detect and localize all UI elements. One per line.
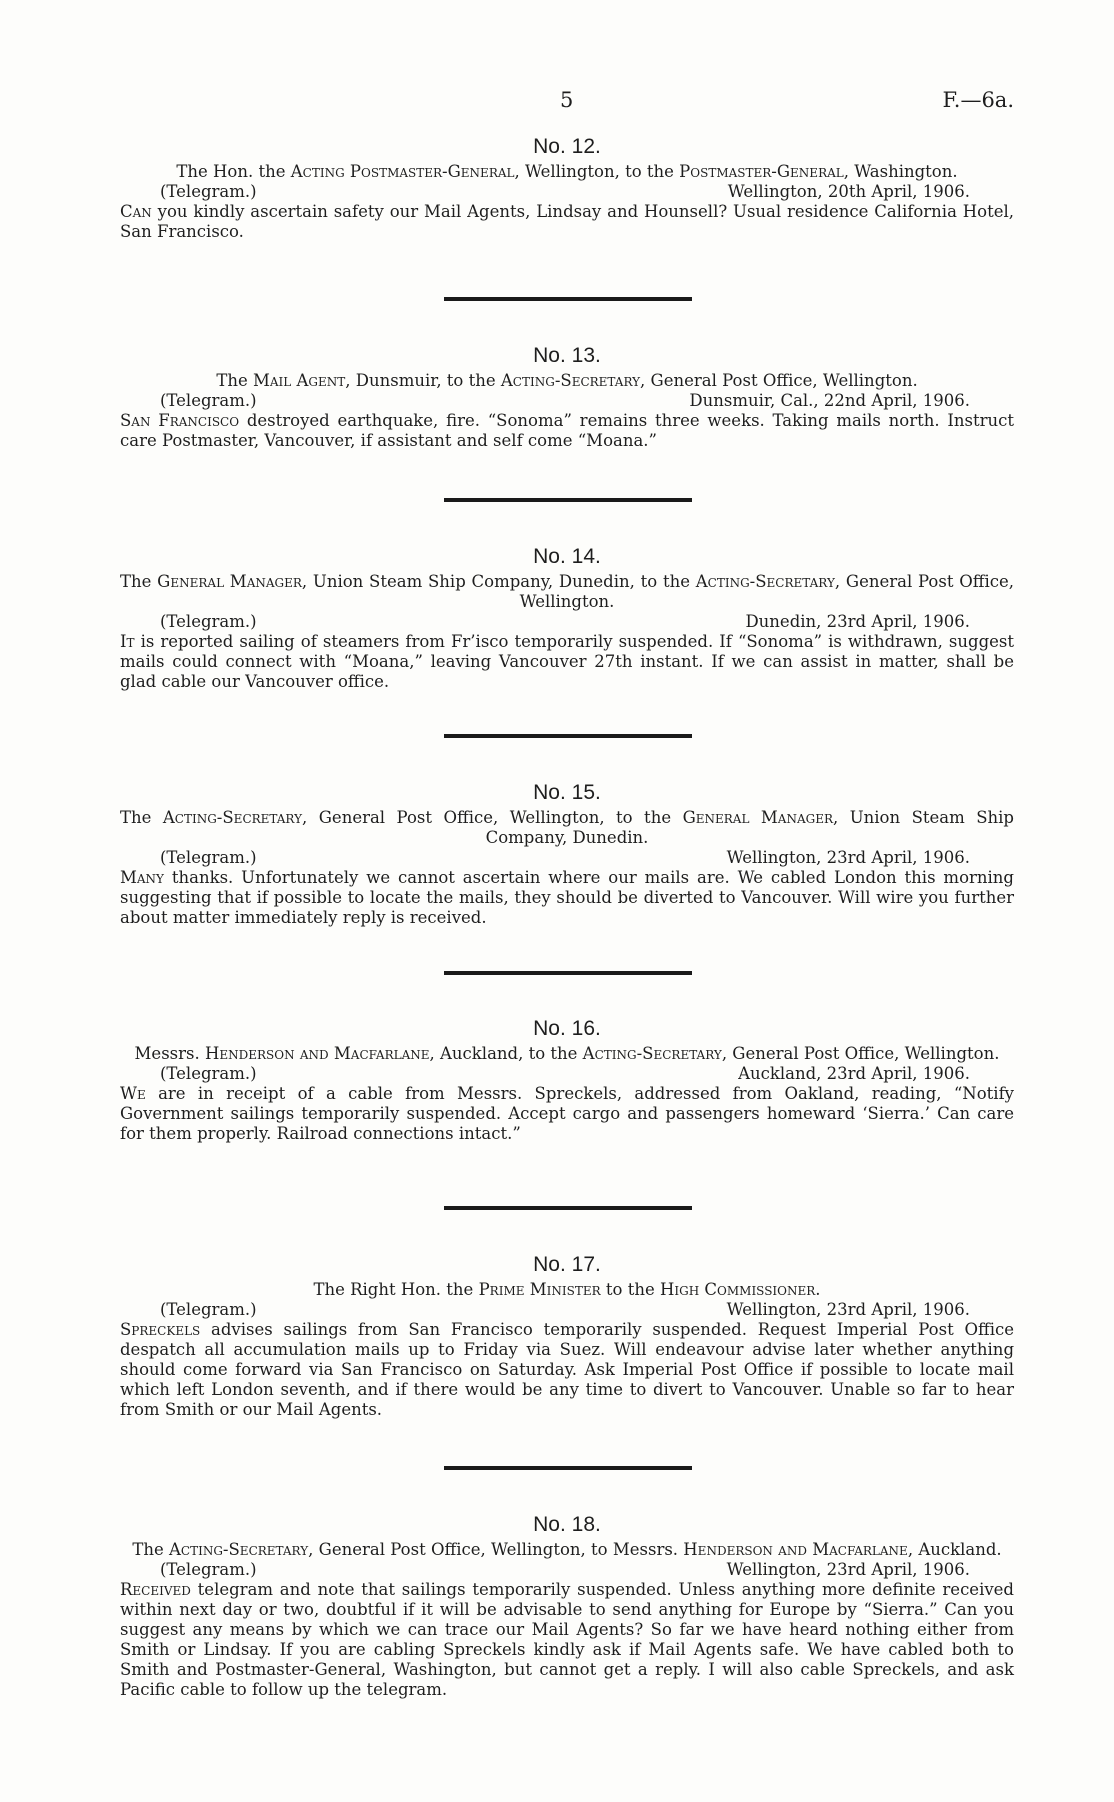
telegram-label: (Telegram.): [160, 612, 257, 631]
telegram-no-16: [120, 1014, 1014, 1144]
place-date: Wellington, 23rd April, 1906.: [726, 1560, 970, 1579]
lead-word: It: [120, 632, 135, 651]
telegram-meta: [120, 612, 1014, 632]
section-divider: [444, 1466, 692, 1470]
page-header: [120, 88, 1014, 118]
section-number: No. 17.: [533, 1253, 601, 1276]
lead-word: Received: [120, 1580, 191, 1599]
telegram-meta: [120, 391, 1014, 411]
section-number: No. 14.: [533, 545, 601, 568]
address-line: The Mail Agent, Dunsmuir, to the Acting-Secretary, General Post Office, Wellington.: [216, 371, 918, 390]
place-date: Dunedin, 23rd April, 1906.: [745, 612, 970, 631]
telegram-label: (Telegram.): [160, 1560, 257, 1579]
address-line: The Hon. the Acting Postmaster-General, Wellington, to the Postmaster-General, Washington.: [176, 162, 958, 181]
telegram-label: (Telegram.): [160, 1064, 257, 1083]
message-text: telegram and note that sailings temporarily suspended. Unless anything more definite received within next day or two, doubtful if it will be advisable to send anything for Europe by “Sierra.” Can you suggest any means by which we can trace our Mail Agents? So far we have heard nothing either from Smith or Lindsay. If you are cabling Spreckels kindly ask if Mail Agents safe. We have cabled both to Smith and Postmaster-General, Washington, but cannot get a reply. I will also cable Spreckels, and ask Pacific cable to follow up the telegram.: [120, 1580, 1014, 1699]
telegram-meta: [120, 1560, 1014, 1580]
place-date: Wellington, 23rd April, 1906.: [726, 1300, 970, 1319]
message-body: [120, 1320, 1014, 1420]
telegram-no-12: [120, 132, 1014, 242]
section-number: No. 13.: [533, 344, 601, 367]
place-date: Wellington, 23rd April, 1906.: [726, 848, 970, 867]
telegram-no-17: [120, 1250, 1014, 1420]
telegram-meta: [120, 1064, 1014, 1084]
section-number: No. 12.: [533, 135, 601, 158]
message-body: [120, 202, 1014, 242]
message-text: is reported sailing of steamers from Fr’isco temporarily suspended. If “Sonoma” is withdrawn, suggest mails could connect with “Moana,” leaving Vancouver 27th instant. If we can assist in matter, shall be glad cable our Vancouver office.: [120, 632, 1014, 691]
lead-word: Many: [120, 868, 164, 887]
telegram-no-15: [120, 778, 1014, 928]
section-divider: [444, 734, 692, 738]
section-number: No. 15.: [533, 781, 601, 804]
telegram-no-18: [120, 1510, 1014, 1700]
document-page: [120, 0, 1014, 1802]
message-body: [120, 1580, 1014, 1700]
message-body: [120, 632, 1014, 692]
place-date: Auckland, 23rd April, 1906.: [738, 1064, 970, 1083]
message-body: [120, 411, 1014, 451]
lead-word: Spreckels: [120, 1320, 201, 1339]
address-line: The General Manager, Union Steam Ship Company, Dunedin, to the Acting-Secretary, General Post Office, Wellington.: [120, 572, 1014, 611]
message-body: [120, 868, 1014, 928]
lead-word: San Francisco: [120, 411, 240, 430]
telegram-meta: [120, 848, 1014, 868]
place-date: Wellington, 20th April, 1906.: [727, 182, 970, 201]
section-divider: [444, 297, 692, 301]
message-text: are in receipt of a cable from Messrs. Spreckels, addressed from Oakland, reading, “Notify Government sailings temporarily suspended. Accept cargo and passengers homeward ‘Sierra.’ Can care for them properly. Railroad connections intact.”: [120, 1084, 1014, 1143]
message-text: advises sailings from San Francisco temporarily suspended. Request Imperial Post Office despatch all accumulation mails up to Friday via Suez. Will endeavour advise later whether anything should come forward via San Francisco on Saturday. Ask Imperial Post Office if possible to locate mail which left London seventh, and if there would be any time to divert to Vancouver. Unable so far to hear from Smith or our Mail Agents.: [120, 1320, 1014, 1419]
message-body: [120, 1084, 1014, 1144]
message-text: you kindly ascertain safety our Mail Agents, Lindsay and Hounsell? Usual residence California Hotel, San Francisco.: [120, 202, 1014, 241]
telegram-label: (Telegram.): [160, 391, 257, 410]
telegram-meta: [120, 1300, 1014, 1320]
message-text: thanks. Unfortunately we cannot ascertain where our mails are. We cabled London this morning suggesting that if possible to locate the mails, they should be diverted to Vancouver. Will wire you further about matter immediately reply is received.: [120, 868, 1014, 927]
address-line: The Right Hon. the Prime Minister to the High Commissioner.: [313, 1280, 821, 1299]
section-divider: [444, 1206, 692, 1210]
message-text: destroyed earthquake, fire. “Sonoma” remains three weeks. Taking mails north. Instruct care Postmaster, Vancouver, if assistant and self come “Moana.”: [120, 411, 1014, 450]
document-reference: F.—6a.: [942, 88, 1014, 112]
address-line: The Acting-Secretary, General Post Office, Wellington, to the General Manager, Union Steam Ship Company, Dunedin.: [120, 808, 1014, 847]
address-line: The Acting-Secretary, General Post Office, Wellington, to Messrs. Henderson and Macfarlane, Auckland.: [132, 1540, 1002, 1559]
section-divider: [444, 971, 692, 975]
section-divider: [444, 498, 692, 502]
telegram-no-14: [120, 542, 1014, 692]
telegram-meta: [120, 182, 1014, 202]
lead-word: We: [120, 1084, 146, 1103]
telegram-no-13: [120, 341, 1014, 451]
telegram-label: (Telegram.): [160, 1300, 257, 1319]
page-number: 5: [560, 88, 574, 112]
lead-word: Can: [120, 202, 152, 221]
address-line: Messrs. Henderson and Macfarlane, Auckland, to the Acting-Secretary, General Post Office, Wellington.: [134, 1044, 1000, 1063]
place-date: Dunsmuir, Cal., 22nd April, 1906.: [689, 391, 970, 410]
section-number: No. 16.: [533, 1017, 601, 1040]
telegram-label: (Telegram.): [160, 848, 257, 867]
section-number: No. 18.: [533, 1513, 601, 1536]
telegram-label: (Telegram.): [160, 182, 257, 201]
